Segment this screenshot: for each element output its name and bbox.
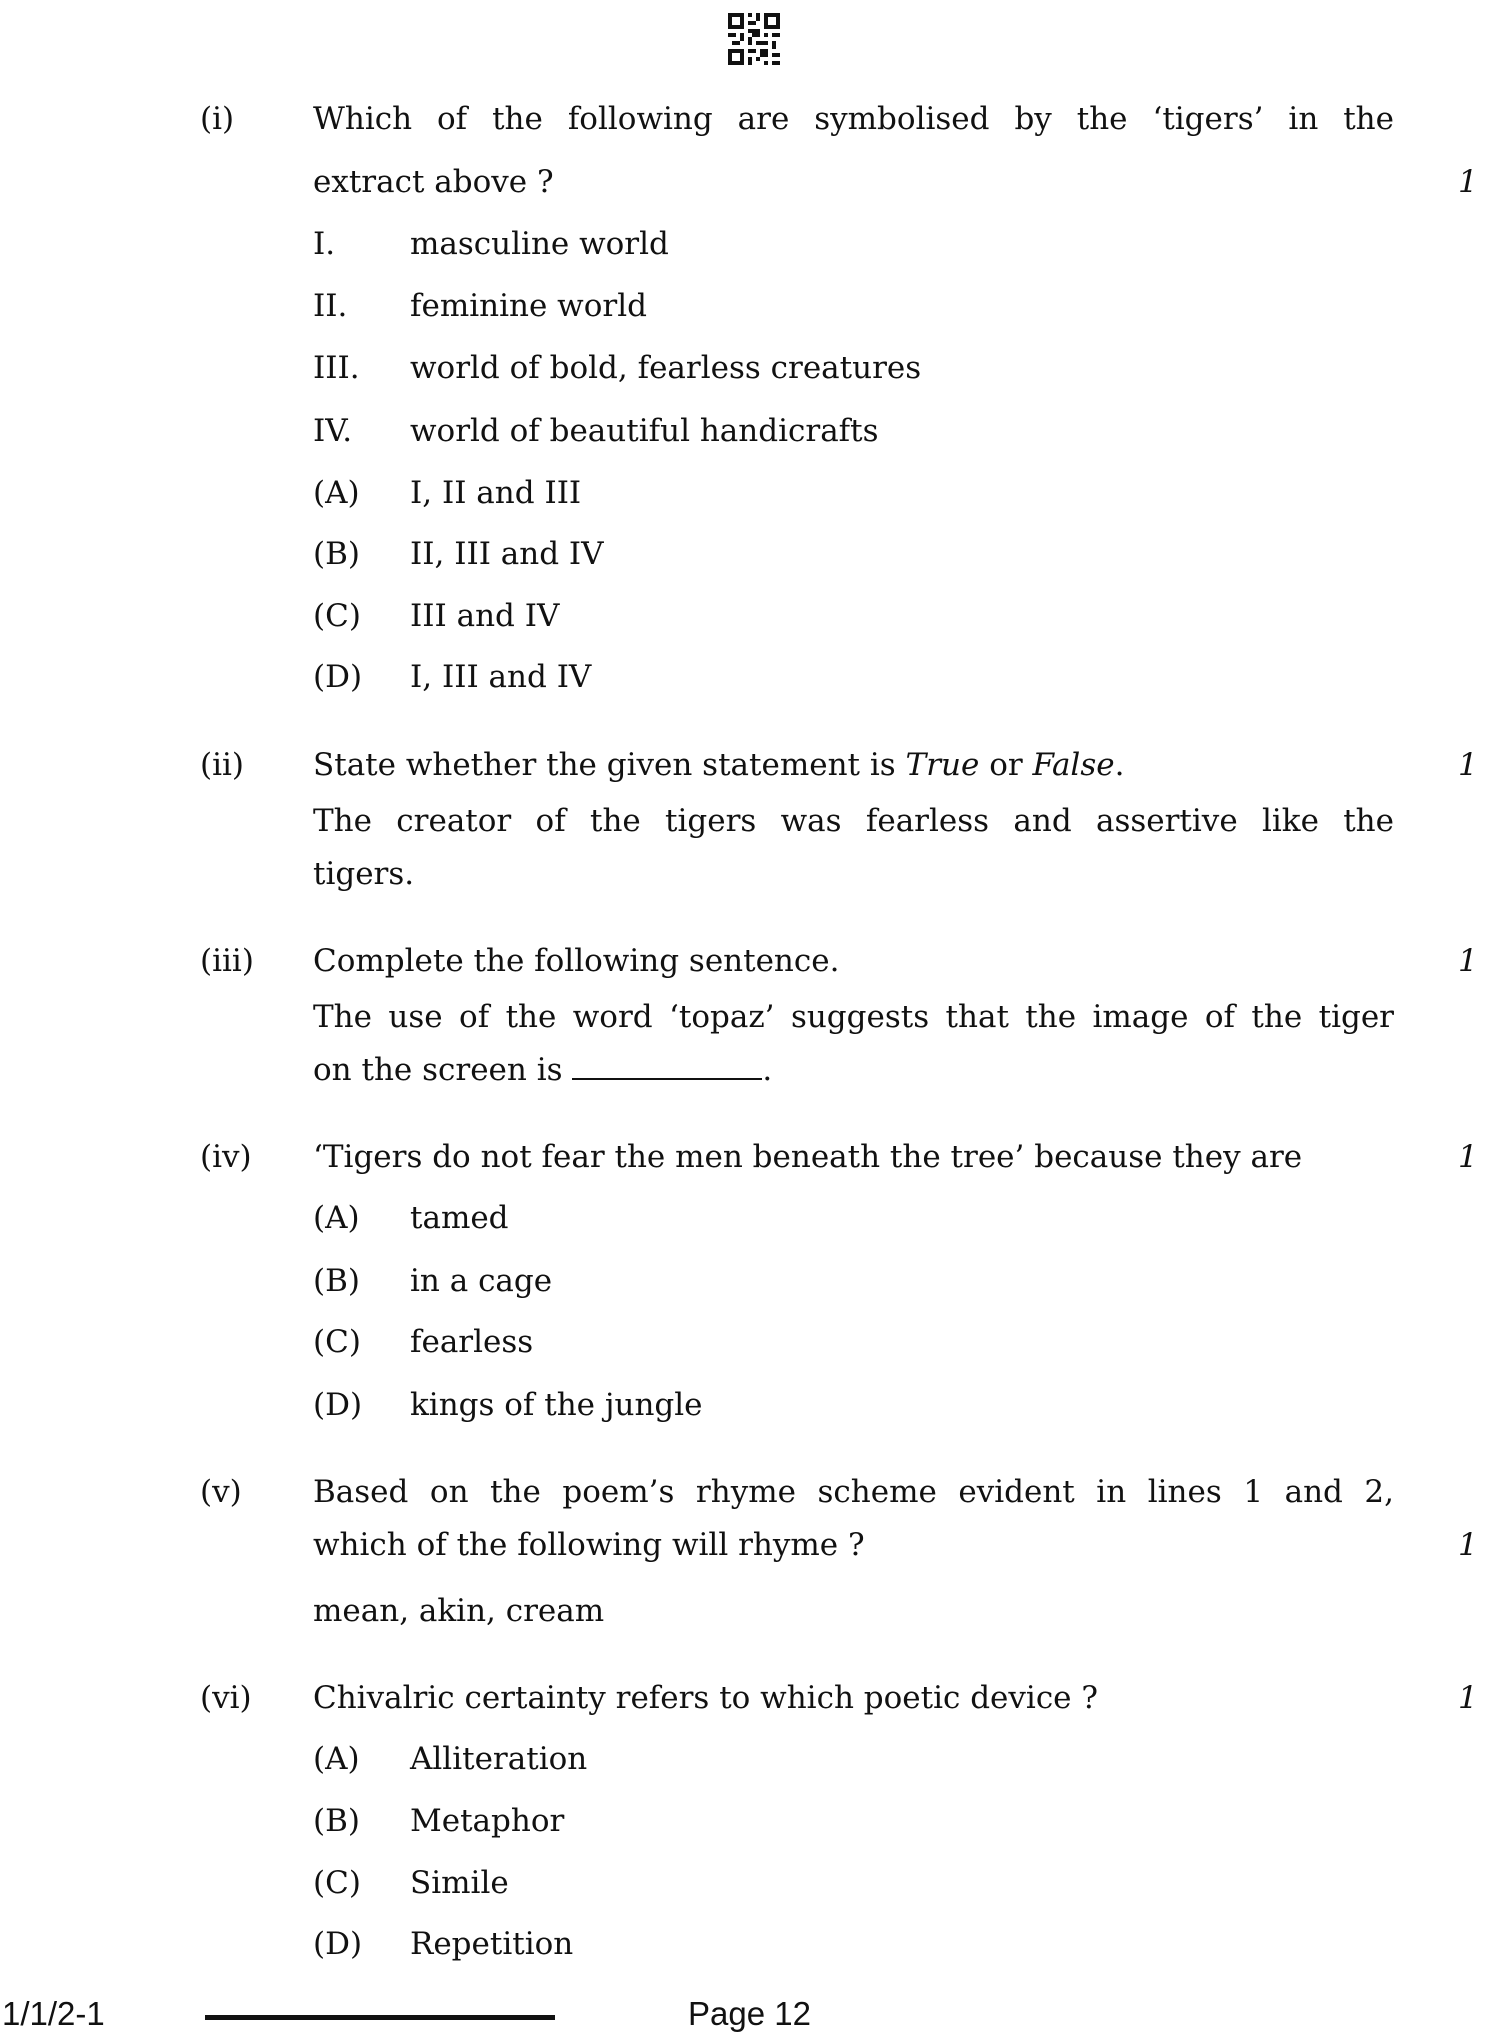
question-prompt: Complete the following sentence. xyxy=(313,943,840,979)
option-text: Alliteration xyxy=(410,1741,588,1777)
option-label: (D) xyxy=(313,659,363,695)
question-number: (iv) xyxy=(200,1139,252,1175)
question-text: Which of the following are symbolised by the ‘tigers’ in the xyxy=(313,101,1394,137)
option-text: I, III and IV xyxy=(410,659,592,695)
option-text: tamed xyxy=(410,1200,509,1236)
statement-text: tigers. xyxy=(313,856,415,892)
statement-text: feminine world xyxy=(410,288,647,324)
page-number: Page 12 xyxy=(688,1995,811,2032)
prompt-true: True xyxy=(905,747,980,783)
option-text: II, III and IV xyxy=(410,536,604,572)
statement-text: The creator of the tigers was fearless and assertive like the xyxy=(313,803,1394,839)
marks: 1 xyxy=(1458,943,1478,979)
option-label: (D) xyxy=(313,1387,363,1423)
statement-label: II. xyxy=(313,288,348,324)
word-list: mean, akin, cream xyxy=(313,1593,605,1629)
statement-label: IV. xyxy=(313,413,353,449)
prompt-or: or xyxy=(979,747,1033,783)
option-text: in a cage xyxy=(410,1263,553,1299)
option-label: (B) xyxy=(313,536,360,572)
statement-label: I. xyxy=(313,226,336,262)
sentence-text xyxy=(313,1050,772,1090)
question-number: (iii) xyxy=(200,943,254,979)
statement-text: masculine world xyxy=(410,226,669,262)
option-text: I, II and III xyxy=(410,475,582,511)
question-number: (v) xyxy=(200,1474,242,1510)
option-label: (D) xyxy=(313,1926,363,1962)
question-prompt xyxy=(313,745,1124,785)
option-label: (C) xyxy=(313,598,361,634)
statement-text: world of beautiful handicrafts xyxy=(410,413,879,449)
marks: 1 xyxy=(1458,1680,1478,1716)
option-text: fearless xyxy=(410,1324,534,1360)
sentence-part: on the screen is xyxy=(313,1052,563,1088)
option-text: III and IV xyxy=(410,598,560,634)
option-label: (B) xyxy=(313,1803,360,1839)
question-text: extract above ? xyxy=(313,164,554,200)
option-label: (A) xyxy=(313,1200,360,1236)
option-label: (A) xyxy=(313,475,360,511)
option-text: Repetition xyxy=(410,1926,574,1962)
question-text: Based on the poem’s rhyme scheme evident in lines 1 and 2, xyxy=(313,1474,1394,1510)
qr-code-icon xyxy=(728,13,780,65)
question-number: (vi) xyxy=(200,1680,252,1716)
marks: 1 xyxy=(1458,1527,1478,1563)
option-label: (C) xyxy=(313,1865,361,1901)
footer-rule xyxy=(205,2015,555,2020)
marks: 1 xyxy=(1458,747,1478,783)
option-label: (A) xyxy=(313,1741,360,1777)
question-prompt: ‘Tigers do not fear the men beneath the tree’ because they are xyxy=(313,1139,1303,1175)
question-prompt: Chivalric certainty refers to which poetic device ? xyxy=(313,1680,1099,1716)
prompt-end: . xyxy=(1114,747,1125,783)
question-number: (i) xyxy=(200,101,235,137)
sentence-text: The use of the word ‘topaz’ suggests that the image of the tiger xyxy=(313,999,1394,1035)
question-number: (ii) xyxy=(200,747,245,783)
option-text: Metaphor xyxy=(410,1803,565,1839)
option-text: Simile xyxy=(410,1865,509,1901)
answer-blank xyxy=(572,1050,762,1080)
option-label: (B) xyxy=(313,1263,360,1299)
option-text: kings of the jungle xyxy=(410,1387,703,1423)
paper-code: 1/1/2-1 xyxy=(2,1995,105,2032)
sentence-end: . xyxy=(762,1052,773,1088)
marks: 1 xyxy=(1458,1139,1478,1175)
prompt-text: State whether the given statement is xyxy=(313,747,906,783)
statement-label: III. xyxy=(313,350,360,386)
question-text: which of the following will rhyme ? xyxy=(313,1527,865,1563)
option-label: (C) xyxy=(313,1324,361,1360)
statement-text: world of bold, fearless creatures xyxy=(410,350,922,386)
marks: 1 xyxy=(1458,164,1478,200)
prompt-false: False xyxy=(1032,747,1115,783)
